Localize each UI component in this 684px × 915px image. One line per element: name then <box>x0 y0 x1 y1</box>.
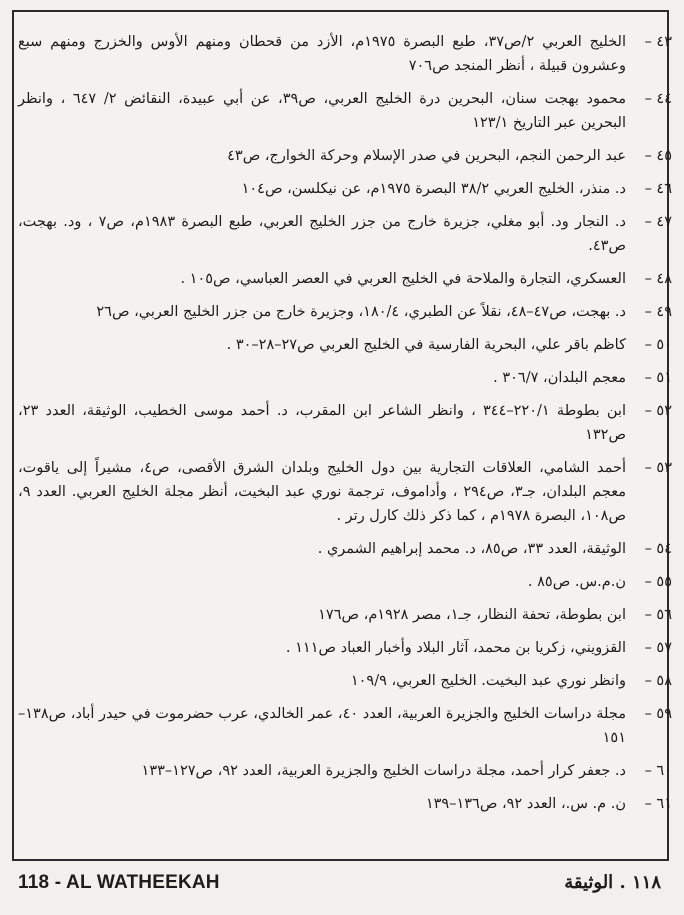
endnote-number: ٤٩ – <box>644 304 672 320</box>
endnote-text: ن.م.س. ص٨٥ . <box>527 574 626 590</box>
endnote-number: ٥٩ – <box>644 706 672 722</box>
endnote-text: الخليج العربي ٢/ص٣٧، طبع البصرة ١٩٧٥م، الأزد من قحطان ومنهم الأوس والخزرج ومنهم سبع وعشرون قبيلة ، أنظر المنجد ص٧٠٦ <box>18 34 626 74</box>
endnote-item <box>18 210 672 258</box>
endnote-text: أحمد الشامي، العلاقات التجارية بين دول الخليج وبلدان الشرق الأقصى، ص٤، مشيراً إلى ياقوت، معجم البلدان، جـ٣، ص٢٩٤ ، وأداموف، ترجمة نوري عبد البخيت، أنظر مجلة الخليج العربي. العدد ٩، ص١٠٨، البصرة ١٩٧٨م ، كما ذكر ذلك كارل رتر . <box>18 460 627 524</box>
endnote-text: محمود بهجت سنان، البحرين درة الخليج العربي، ص٣٩، عن أبي عبيدة، النقائض ٢/ ٦٤٧ ، وانظر البحرين عبر التاريخ ١٢٣/١ <box>18 91 626 131</box>
endnote-text: العسكري، التجارة والملاحة في الخليج العربي في العصر العباسي، ص١٠٥ . <box>180 271 626 287</box>
endnote-number: ٥٦ – <box>644 607 672 623</box>
endnote-number: ٥٢ – <box>644 403 672 419</box>
endnote-text: كاظم باقر علي، البحرية الفارسية في الخليج العربي ص٢٧–٢٨–٣٠ . <box>226 337 626 353</box>
endnote-item <box>18 30 672 78</box>
endnote-number: ٥١ – <box>644 370 672 386</box>
endnote-item <box>18 300 672 324</box>
endnote-item <box>18 570 672 594</box>
endnotes-list <box>18 30 672 825</box>
endnote-item <box>18 399 672 447</box>
endnote-item <box>18 456 672 528</box>
endnote-text: د. جعفر كرار أحمد، مجلة دراسات الخليج والجزيرة العربية، العدد ٩٢، ص١٢٧–١٣٣ <box>141 763 626 779</box>
endnote-item <box>18 792 672 816</box>
endnote-number: ٦٠ – <box>644 763 672 779</box>
endnote-item <box>18 759 672 783</box>
endnote-item <box>18 636 672 660</box>
endnote-text: مجلة دراسات الخليج والجزيرة العربية، العدد ٤٠، عمر الخالدي، عرب حضرموت في حيدر أباد، ص١٣٨–١٥١ <box>18 706 626 746</box>
endnote-item <box>18 669 672 693</box>
endnote-text: ابن بطوطة ٢٢٠/١–٣٤٤ ، وانظر الشاعر ابن المقرب، د. أحمد موسى الخطيب، الوثيقة، العدد ٢٣، ص١٣٢ <box>18 403 627 443</box>
footer-page-label-latin: 118 - AL WATHEEKAH <box>18 872 220 893</box>
endnote-item <box>18 702 672 750</box>
endnote-number: ٥٧ – <box>644 640 672 656</box>
endnote-number: ٥٣ – <box>644 460 672 476</box>
endnote-number: ٥٠ – <box>644 337 672 353</box>
endnote-text: د. النجار ود. أبو مغلي، جزيرة خارج من جزر الخليج العربي، طبع البصرة ١٩٨٣م، ص٧ ، ود. بهجت، ص٤٣. <box>18 214 626 254</box>
endnote-text: معجم البلدان، ٣٠٦/٧ . <box>493 370 626 386</box>
endnote-text: ن. م. س.، العدد ٩٢، ص١٣٦–١٣٩ <box>425 796 626 812</box>
endnote-number: ٥٤ – <box>644 541 672 557</box>
endnote-text: د. بهجت، ص٤٧–٤٨، نقلاً عن الطبري، ١٨٠/٤، وجزيرة خارج من جزر الخليج العربي، ص٢٦ <box>96 304 626 320</box>
endnote-item <box>18 333 672 357</box>
endnote-item <box>18 267 672 291</box>
endnote-number: ٦١ – <box>644 796 672 812</box>
endnote-number: ٤٥ – <box>644 148 672 164</box>
endnote-item <box>18 177 672 201</box>
endnote-item <box>18 87 672 135</box>
endnote-item <box>18 603 672 627</box>
endnote-item <box>18 366 672 390</box>
endnote-text: عبد الرحمن النجم، البحرين في صدر الإسلام وحركة الخوارج، ص٤٣ <box>227 148 626 164</box>
endnote-item <box>18 144 672 168</box>
endnote-number: ٤٨ – <box>644 271 672 287</box>
endnote-number: ٤٦ – <box>644 181 672 197</box>
endnote-number: ٤٧ – <box>644 214 672 230</box>
endnote-number: ٤٤ – <box>644 91 672 107</box>
endnote-number: ٥٥ – <box>644 574 672 590</box>
endnote-text: د. منذر، الخليج العربي ٣٨/٢ البصرة ١٩٧٥م، عن نيكلسن، ص١٠٤ <box>241 181 626 197</box>
endnote-text: القزويني، زكريا بن محمد، آثار البلاد وأخبار العباد ص١١١ . <box>285 640 626 656</box>
footer-page-label-arabic: ١١٨ . الوثيقة <box>564 872 661 893</box>
endnote-number: ٤٣ – <box>644 34 672 50</box>
page-footer <box>12 872 669 896</box>
endnote-text: وانظر نوري عبد البخيت. الخليج العربي، ١٠٩/٩ <box>350 673 626 689</box>
endnote-number: ٥٨ – <box>644 673 672 689</box>
endnote-text: الوثيقة، العدد ٣٣، ص٨٥، د. محمد إبراهيم الشمري . <box>317 541 626 557</box>
endnote-item <box>18 537 672 561</box>
endnote-text: ابن بطوطة، تحفة النظار، جـ١، مصر ١٩٢٨م، ص١٧٦ <box>318 607 626 623</box>
